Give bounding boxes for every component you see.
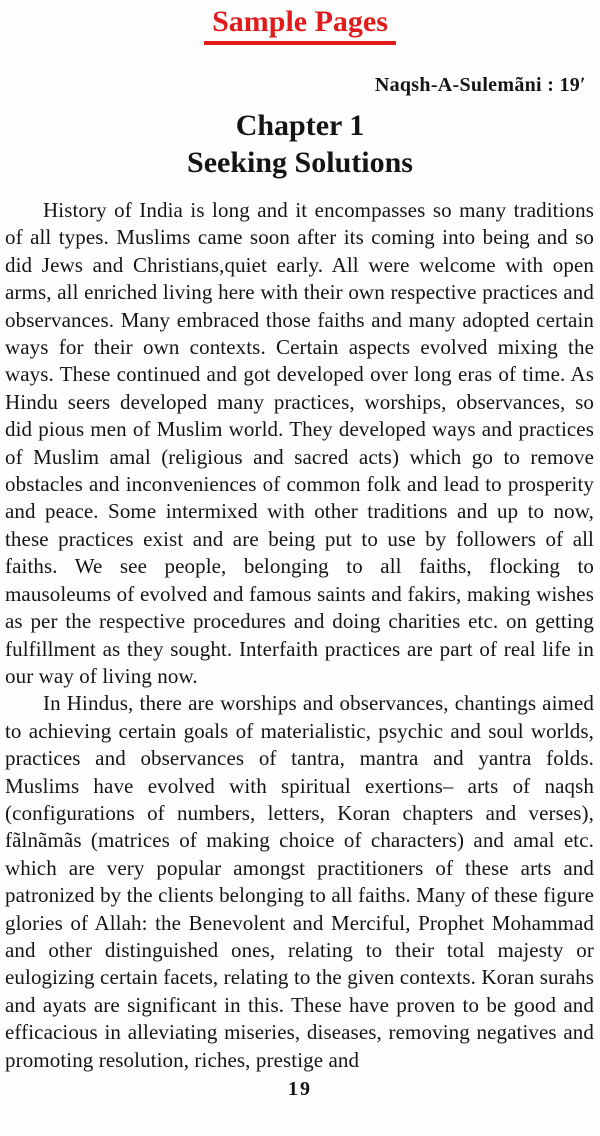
running-header: Naqsh-A-Sulemãni : 19ʹ (374, 74, 586, 96)
chapter-heading (0, 107, 600, 181)
page-number: 19 (288, 1078, 312, 1100)
sample-pages-banner-row (0, 0, 600, 45)
chapter-title: Seeking Solutions (187, 146, 413, 179)
chapter-number: Chapter 1 (235, 109, 365, 142)
paragraph-1: History of India is long and it encompasses so many traditions of all types. Muslims came soon after its coming into being and so did Jews and Christians,quiet early. All were welcome with open arms, all enriched living here with their own respective practices and observances. Many embraced those faiths and many adopted certain ways for their own contexts. Certain aspects evolved mixing the ways. These continued and got developed over long eras of time. As Hindu seers developed many practices, worships, observances, so did pious men of Muslim world. They developed ways and practices of Muslim amal (religious and sacred acts) which go to remove obstacles and inconveniences of common folk and lead to prosperity and peace. Some intermixed with other traditions and up to now, these practices exist and are being put to use by followers of all faiths. We see people, belonging to all faiths, flocking to mausoleums of evolved and famous saints and fakirs, making wishes as per the respective procedures and doing charities etc. on getting fulfillment as they sought. Interfaith practices are part of real life in our way of living now. (5, 198, 594, 688)
body-text (0, 197, 600, 1074)
sample-pages-banner: Sample Pages (204, 5, 396, 45)
paragraph-2: In Hindus, there are worships and observances, chantings aimed to achieving certain goals of materialistic, psychic and soul worlds, practices and observances of tantra, mantra and yantra folds. Muslims have evolved with spiritual exertions– arts of naqsh (configurations of numbers, letters, Koran chapters and verses), fãlnãmãs (matrices of making choice of characters) and amal etc. which are very popular amongst practitioners of these arts and patronized by the clients belonging to all faiths. Many of these figure glories of Allah: the Benevolent and Merciful, Prophet Mohammad and other distinguished ones, relating to their total majesty or eulogizing certain facets, relating to the given contexts. Koran surahs and ayats are significant in this. These have proven to be good and efficacious in alleviating miseries, diseases, removing negatives and promoting resolution, riches, prestige and (5, 691, 594, 1072)
